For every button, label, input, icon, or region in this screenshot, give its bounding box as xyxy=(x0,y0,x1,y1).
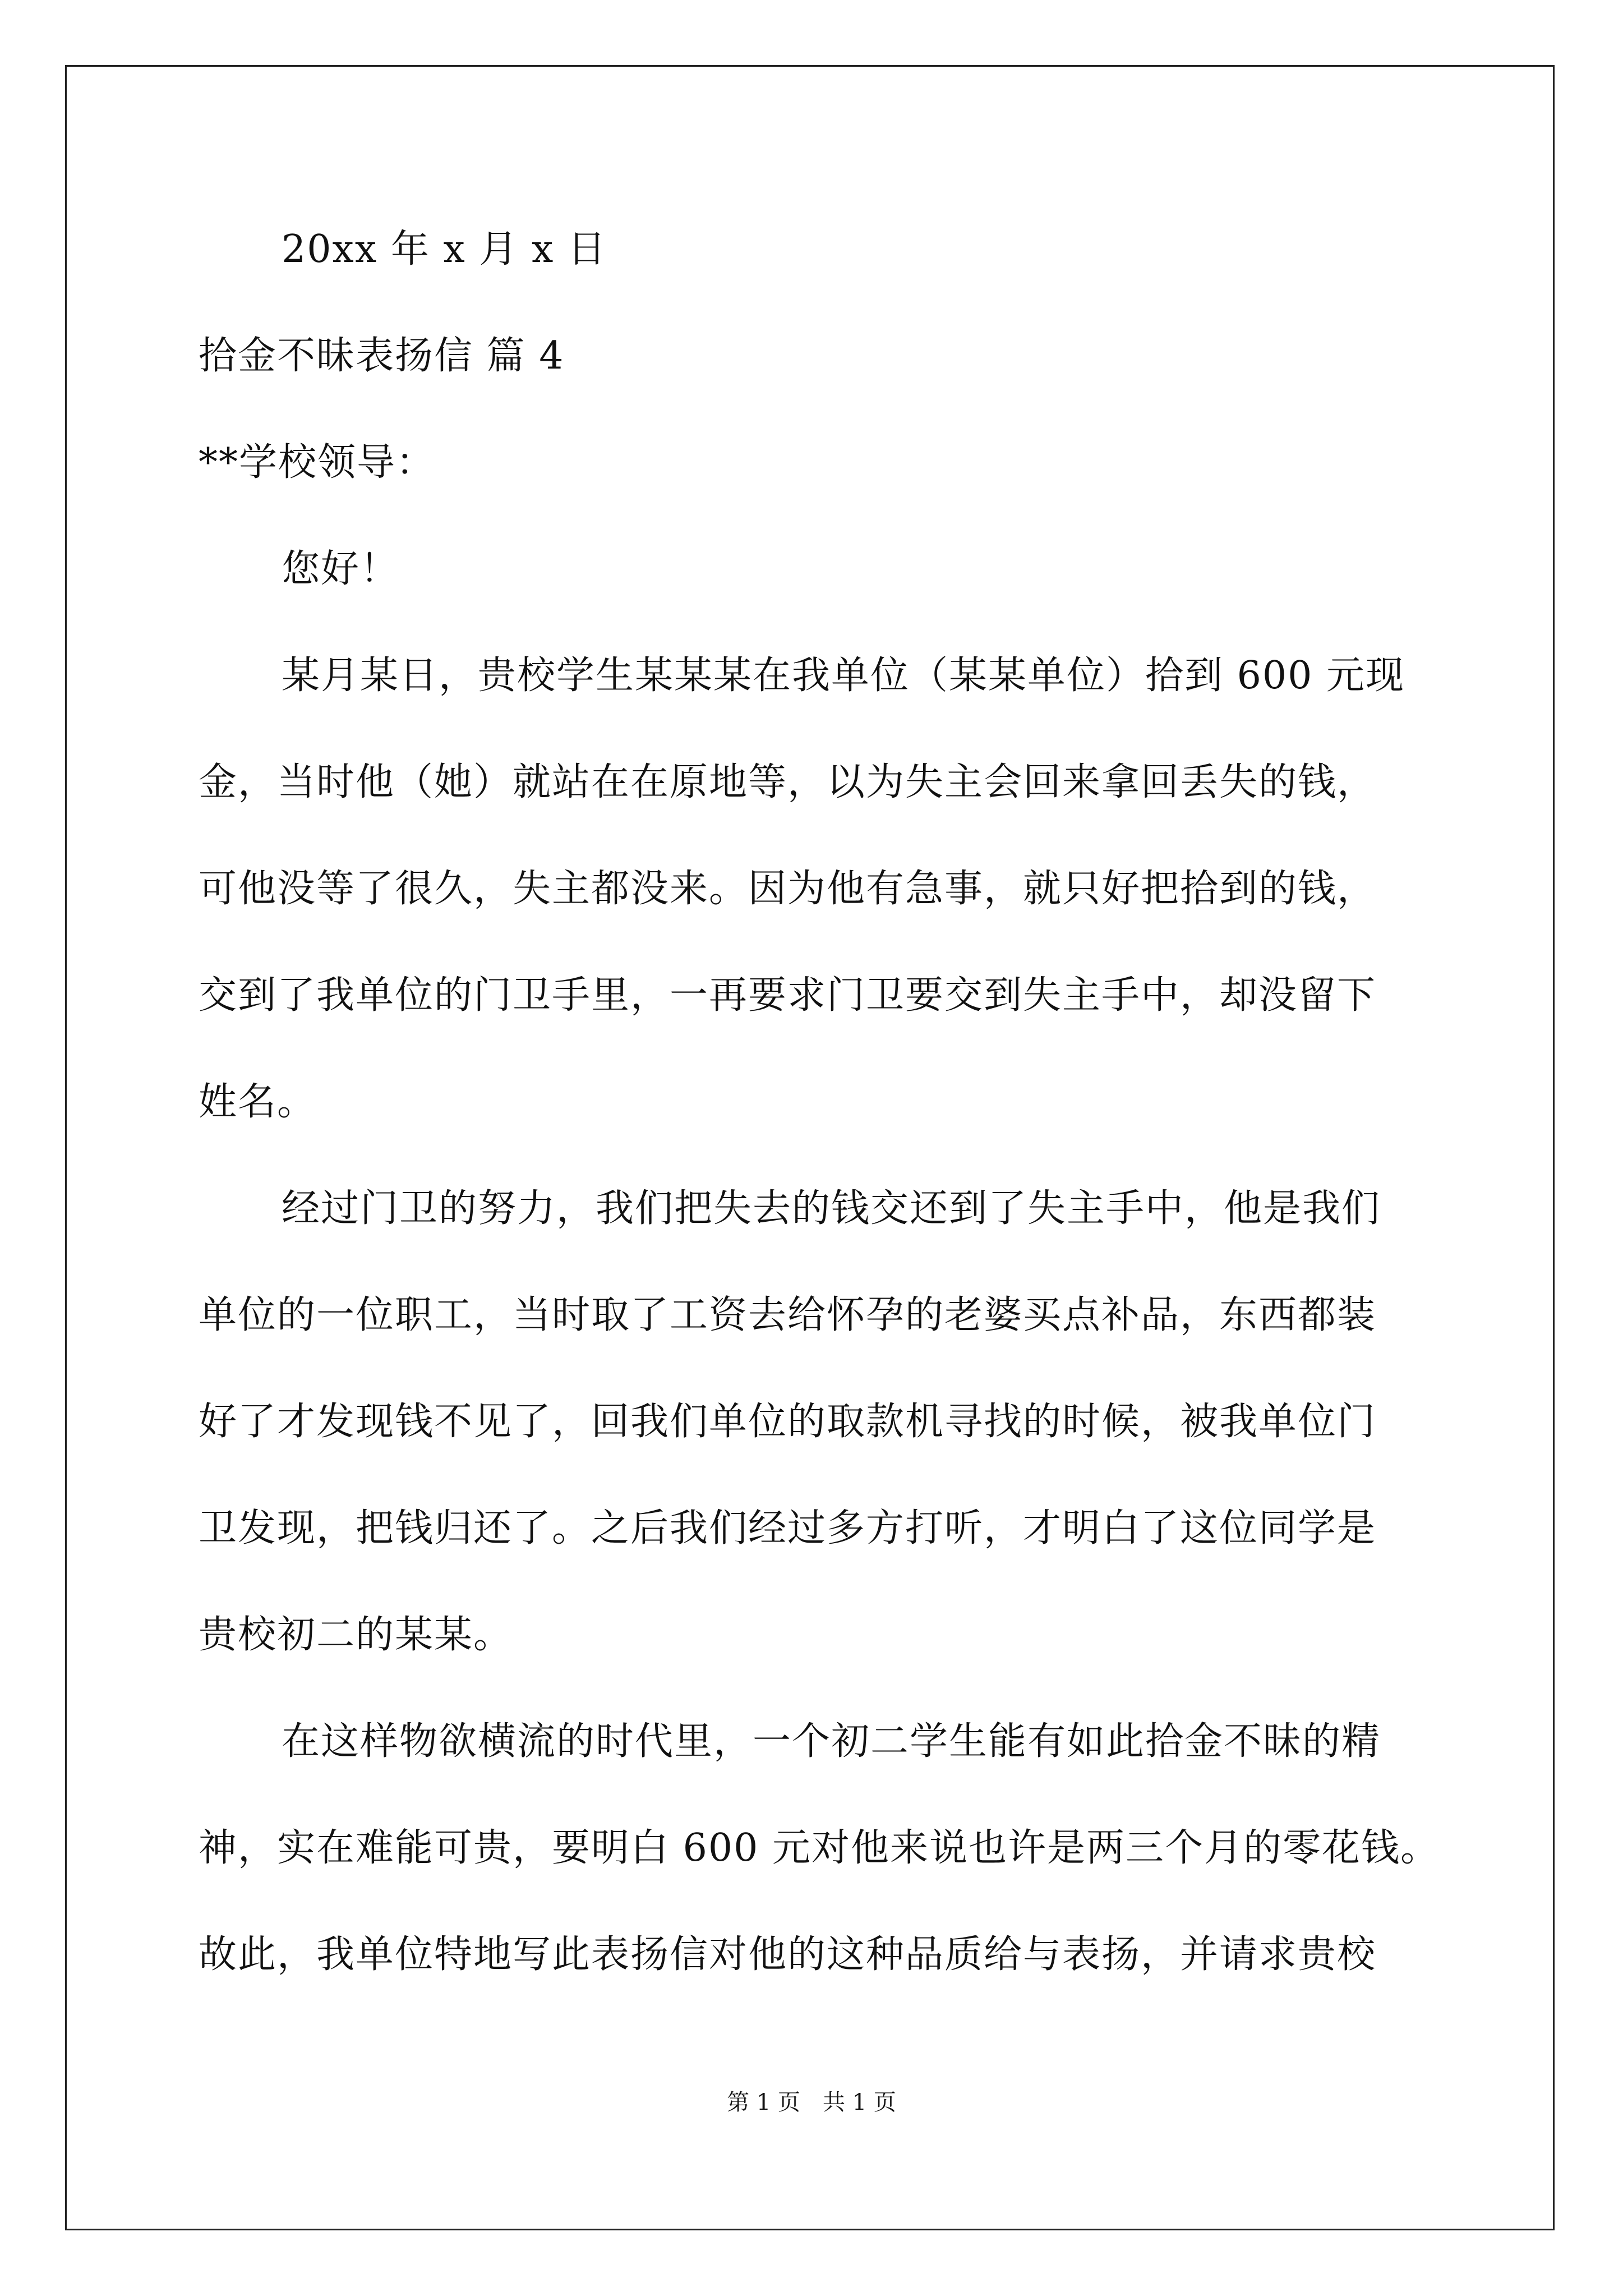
paragraph-2-line-3: 好了才发现钱不见了，回我们单位的取款机寻找的时候，被我单位门 xyxy=(199,1400,1377,1444)
paragraph-3-line-3: 故此，我单位特地写此表扬信对他的这种品质给与表扬，并请求贵校 xyxy=(199,1932,1377,1977)
paragraph-1-line-5: 姓名。 xyxy=(199,1080,317,1124)
salutation: **学校领导： xyxy=(199,440,436,485)
page-footer: 第 1 页 共 1 页 xyxy=(727,2090,896,2115)
paragraph-2-line-5: 贵校初二的某某。 xyxy=(199,1613,513,1657)
page-border xyxy=(65,65,1555,2230)
paragraph-2-line-2: 单位的一位职工，当时取了工资去给怀孕的老婆买点补品，东西都装 xyxy=(199,1293,1377,1337)
paragraph-1-line-4: 交到了我单位的门卫手里，一再要求门卫要交到失主手中，却没留下 xyxy=(199,973,1377,1018)
document-title: 拾金不昧表扬信 篇 4 xyxy=(199,334,565,378)
paragraph-3-line-2: 神，实在难能可贵，要明白 600 元对他来说也许是两三个月的零花钱。 xyxy=(199,1826,1440,1870)
paragraph-2-line-4: 卫发现，把钱归还了。之后我们经过多方打听，才明白了这位同学是 xyxy=(199,1506,1377,1550)
date-line: 20xx 年 x 月 x 日 xyxy=(282,227,607,272)
paragraph-1-line-1: 某月某日，贵校学生某某某在我单位（某某单位）拾到 600 元现 xyxy=(282,654,1405,698)
greeting: 您好！ xyxy=(282,547,400,591)
paragraph-1-line-3: 可他没等了很久，失主都没来。因为他有急事，就只好把拾到的钱， xyxy=(199,867,1377,911)
paragraph-1-line-2: 金，当时他（她）就站在在原地等，以为失主会回来拿回丢失的钱， xyxy=(199,760,1377,804)
paragraph-2-line-1: 经过门卫的努力，我们把失去的钱交还到了失主手中，他是我们 xyxy=(282,1186,1381,1231)
paragraph-3-line-1: 在这样物欲横流的时代里，一个初二学生能有如此拾金不昧的精 xyxy=(282,1719,1381,1764)
